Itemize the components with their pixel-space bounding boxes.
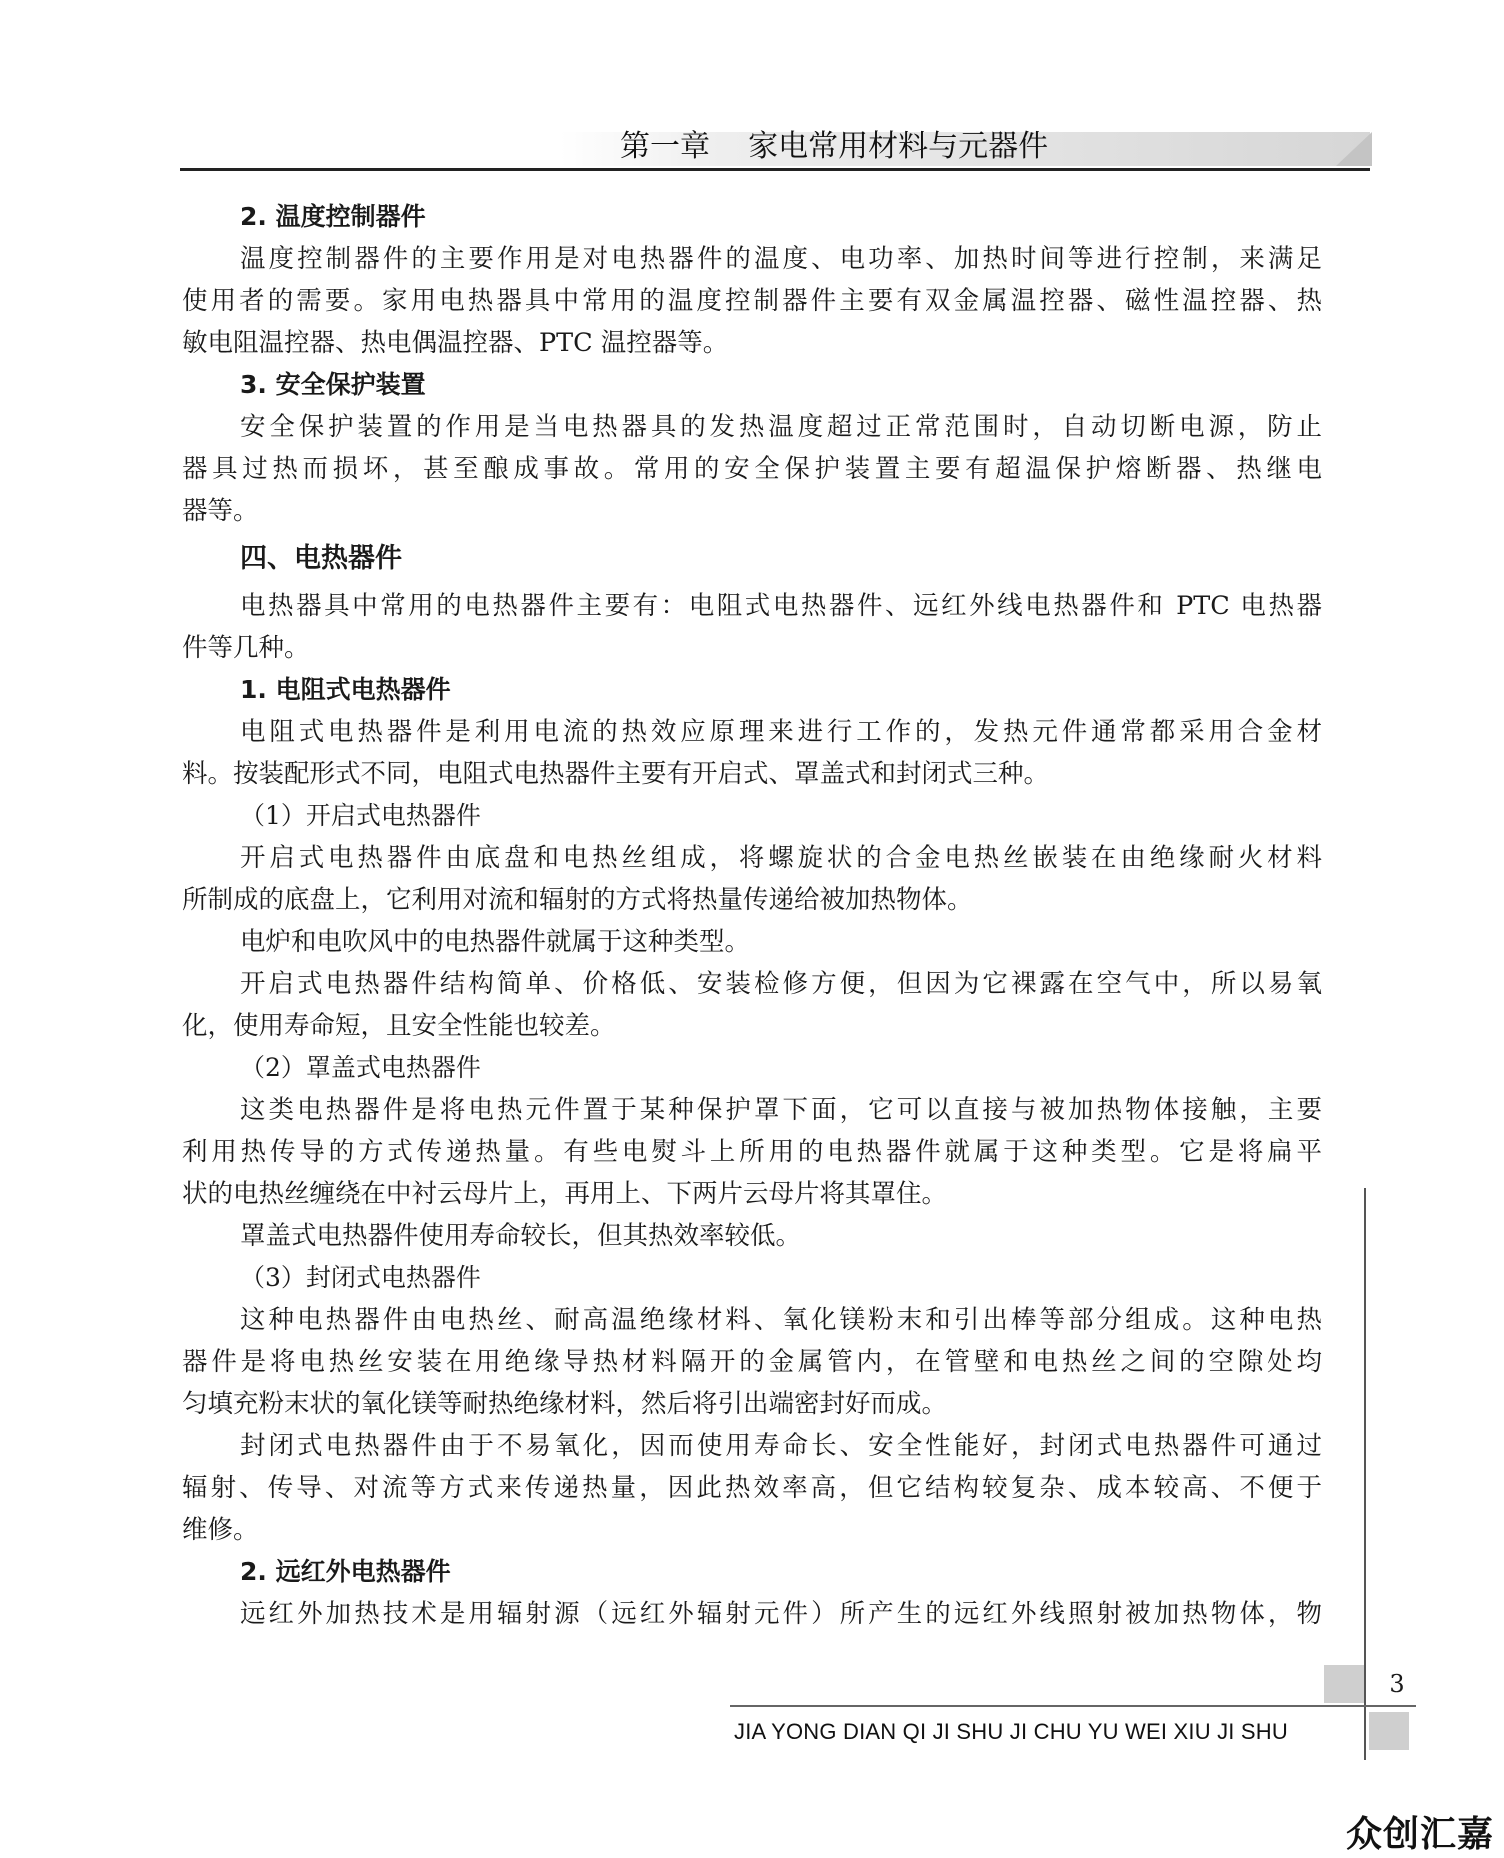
running-footer-title: JIA YONG DIAN QI JI SHU JI CHU YU WEI XIU JI SHU	[734, 1719, 1288, 1744]
paragraph-line: 所制成的底盘上，它利用对流和辐射的方式将热量传递给被加热物体。	[182, 885, 973, 915]
header-band-corner	[1336, 132, 1372, 166]
paragraph-line: 这类电热器件是将电热元件置于某种保护罩下面，它可以直接与被加热物体接触，主要	[240, 1095, 1322, 1125]
heading-resistive-heaters: 1. 电阻式电热器件	[240, 675, 451, 704]
paragraph-line: 利用热传导的方式传递热量。有些电熨斗上所用的电热器件就属于这种类型。它是将扁平	[182, 1137, 1322, 1167]
paragraph-line: 化，使用寿命短，且安全性能也较差。	[182, 1011, 616, 1041]
chapter-title: 第一章 家电常用材料与元器件	[620, 129, 1049, 164]
page-body	[182, 196, 1322, 1635]
paragraph-line: 安全保护装置的作用是当电热器具的发热温度超过正常范围时，自动切断电源，防止	[240, 412, 1322, 442]
header-rule	[180, 168, 1370, 171]
paragraph-line: 这种电热器件由电热丝、耐高温绝缘材料、氧化镁粉末和引出棒等部分组成。这种电热	[240, 1305, 1322, 1335]
heading-safety-device: 3. 安全保护装置	[240, 370, 426, 399]
paragraph-line: 器具过热而损坏，甚至酿成事故。常用的安全保护装置主要有超温保护熔断器、热继电	[182, 454, 1322, 484]
paragraph-line: 封闭式电热器件由于不易氧化，因而使用寿命长、安全性能好，封闭式电热器件可通过	[240, 1431, 1322, 1461]
paragraph-line: 电炉和电吹风中的电热器件就属于这种类型。	[240, 927, 751, 957]
heading-far-infrared: 2. 远红外电热器件	[240, 1557, 451, 1586]
paragraph-line: 开启式电热器件由底盘和电热丝组成，将螺旋状的合金电热丝嵌装在由绝缘耐火材料	[240, 843, 1322, 873]
watermark-logo: 众创汇嘉	[1346, 1814, 1495, 1855]
paragraph-line: 匀填充粉末状的氧化镁等耐热绝缘材料，然后将引出端密封好而成。	[182, 1389, 948, 1419]
paragraph-line: 罩盖式电热器件使用寿命较长，但其热效率较低。	[240, 1221, 802, 1251]
paragraph-line: 远红外加热技术是用辐射源（远红外辐射元件）所产生的远红外线照射被加热物体，物	[240, 1599, 1322, 1629]
paragraph-line: 料。按装配形式不同，电阻式电热器件主要有开启式、罩盖式和封闭式三种。	[182, 759, 1050, 789]
page-number-box	[1324, 1665, 1364, 1703]
page-number: 3	[1389, 1670, 1405, 1698]
heading-temperature-control: 2. 温度控制器件	[240, 202, 426, 231]
paragraph-line: 电阻式电热器件是利用电流的热效应原理来进行工作的，发热元件通常都采用合金材	[240, 717, 1322, 747]
paragraph-line: 使用者的需要。家用电热器具中常用的温度控制器件主要有双金属温控器、磁性温控器、热	[182, 286, 1322, 316]
margin-vertical-rule	[1364, 1188, 1366, 1760]
paragraph-line: 电热器具中常用的电热器件主要有：电阻式电热器件、远红外线电热器件和 PTC 电热器	[240, 591, 1322, 621]
paragraph-line: 状的电热丝缠绕在中衬云母片上，再用上、下两片云母片将其罩住。	[182, 1179, 948, 1209]
paragraph-line: 器等。	[182, 496, 259, 526]
paragraph-line: 件等几种。	[182, 633, 310, 663]
footer-rule	[730, 1705, 1416, 1707]
paragraph-line: 温度控制器件的主要作用是对电热器件的温度、电功率、加热时间等进行控制，来满足	[240, 244, 1322, 274]
paragraph-line: 敏电阻温控器、热电偶温控器、PTC 温控器等。	[182, 328, 729, 358]
subheading-closed-type: （3）封闭式电热器件	[240, 1263, 481, 1292]
paragraph-line: 开启式电热器件结构简单、价格低、安装检修方便，但因为它裸露在空气中，所以易氧	[240, 969, 1322, 999]
subheading-covered-type: （2）罩盖式电热器件	[240, 1053, 481, 1082]
footer-box	[1369, 1712, 1409, 1750]
paragraph-line: 器件是将电热丝安装在用绝缘导热材料隔开的金属管内，在管壁和电热丝之间的空隙处均	[182, 1347, 1322, 1377]
paragraph-line: 维修。	[182, 1515, 259, 1545]
paragraph-line: 辐射、传导、对流等方式来传递热量，因此热效率高，但它结构较复杂、成本较高、不便于	[182, 1473, 1322, 1503]
subheading-open-type: （1）开启式电热器件	[240, 801, 481, 830]
section-heading-heating-elements: 四、电热器件	[240, 543, 402, 574]
